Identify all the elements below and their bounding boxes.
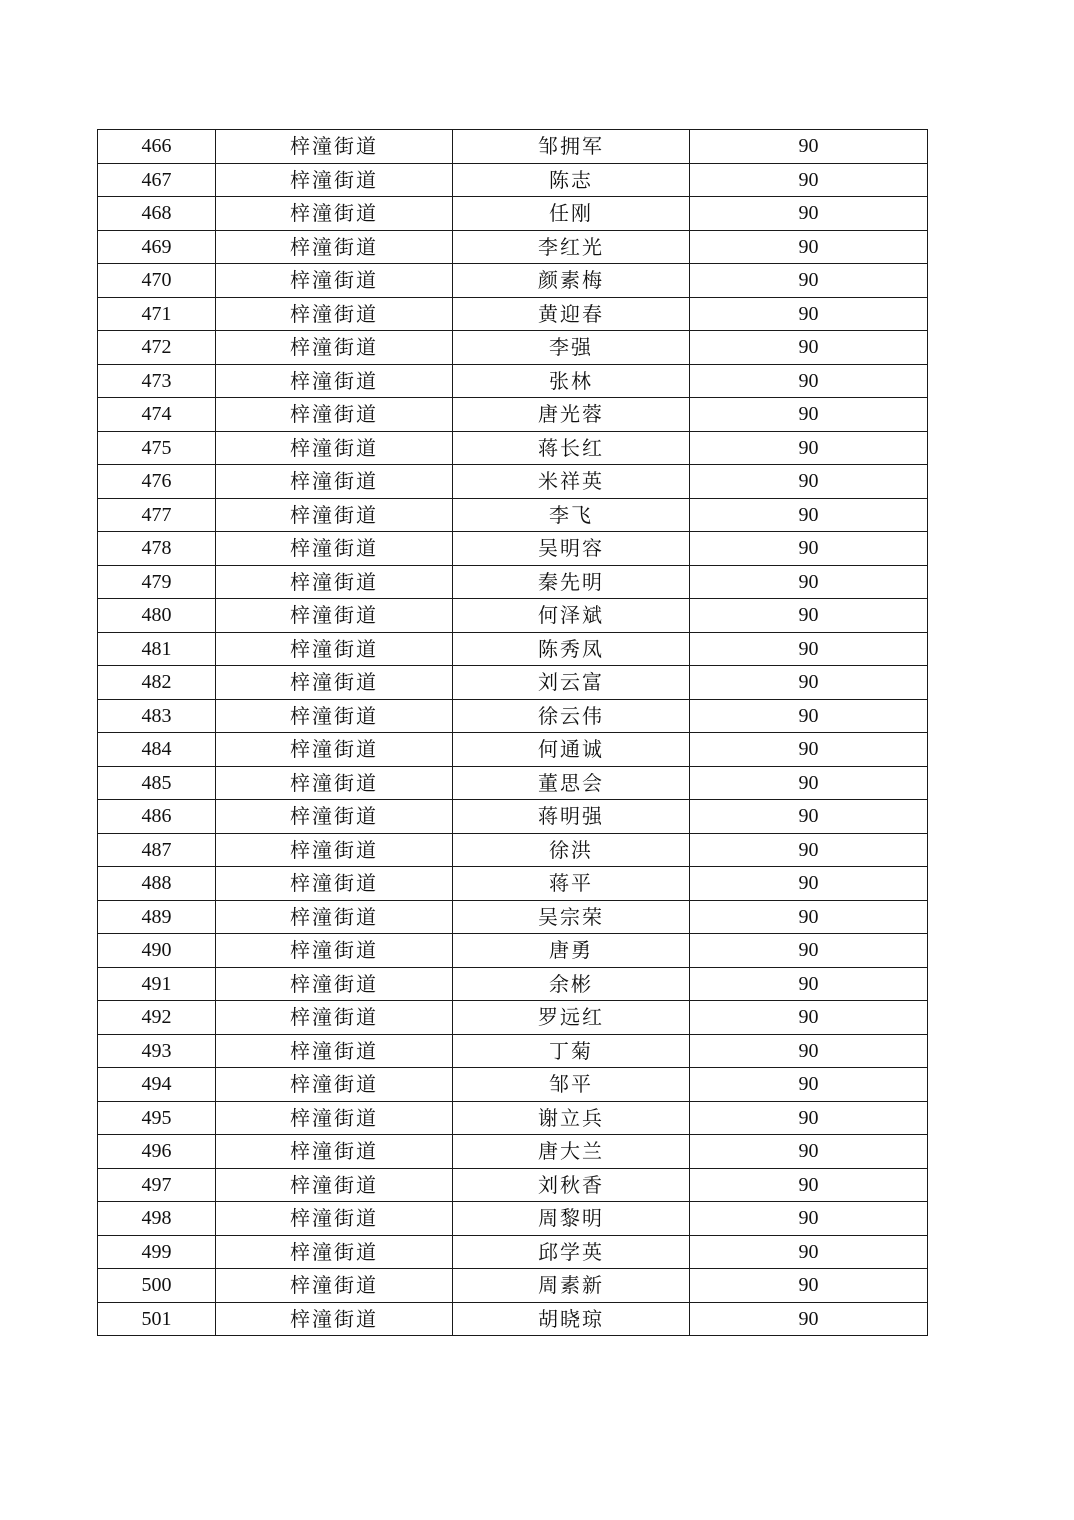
name-cell: 余彬: [453, 967, 690, 1001]
street-cell: 梓潼街道: [216, 1068, 453, 1102]
row-number-cell: 499: [98, 1235, 216, 1269]
table-row: [98, 130, 928, 164]
row-number-cell: 484: [98, 733, 216, 767]
score-cell: 90: [690, 1168, 928, 1202]
name-cell: 胡晓琼: [453, 1302, 690, 1336]
score-cell: 90: [690, 867, 928, 901]
name-cell: 任刚: [453, 197, 690, 231]
row-number-cell: 501: [98, 1302, 216, 1336]
score-cell: 90: [690, 465, 928, 499]
name-cell: 陈志: [453, 163, 690, 197]
name-cell: 米祥英: [453, 465, 690, 499]
street-cell: 梓潼街道: [216, 1001, 453, 1035]
name-cell: 徐洪: [453, 833, 690, 867]
row-number-cell: 488: [98, 867, 216, 901]
street-cell: 梓潼街道: [216, 331, 453, 365]
table-row: [98, 833, 928, 867]
score-cell: 90: [690, 163, 928, 197]
table-row: [98, 1302, 928, 1336]
table-row: [98, 1001, 928, 1035]
table-row: [98, 632, 928, 666]
street-cell: 梓潼街道: [216, 900, 453, 934]
table-row: [98, 297, 928, 331]
name-cell: 吴明容: [453, 532, 690, 566]
score-cell: 90: [690, 632, 928, 666]
name-cell: 颜素梅: [453, 264, 690, 298]
score-cell: 90: [690, 431, 928, 465]
score-cell: 90: [690, 699, 928, 733]
row-number-cell: 489: [98, 900, 216, 934]
name-cell: 何通诚: [453, 733, 690, 767]
name-cell: 唐勇: [453, 934, 690, 968]
table-row: [98, 934, 928, 968]
row-number-cell: 493: [98, 1034, 216, 1068]
row-number-cell: 469: [98, 230, 216, 264]
name-cell: 蒋平: [453, 867, 690, 901]
table-row: [98, 163, 928, 197]
street-cell: 梓潼街道: [216, 833, 453, 867]
score-cell: 90: [690, 197, 928, 231]
score-cell: 90: [690, 364, 928, 398]
street-cell: 梓潼街道: [216, 666, 453, 700]
street-cell: 梓潼街道: [216, 733, 453, 767]
row-number-cell: 468: [98, 197, 216, 231]
row-number-cell: 474: [98, 398, 216, 432]
street-cell: 梓潼街道: [216, 934, 453, 968]
street-cell: 梓潼街道: [216, 1168, 453, 1202]
name-cell: 何泽斌: [453, 599, 690, 633]
name-cell: 秦先明: [453, 565, 690, 599]
table-row: [98, 498, 928, 532]
row-number-cell: 498: [98, 1202, 216, 1236]
score-cell: 90: [690, 599, 928, 633]
score-cell: 90: [690, 833, 928, 867]
row-number-cell: 479: [98, 565, 216, 599]
table-row: [98, 766, 928, 800]
table-row: [98, 733, 928, 767]
row-number-cell: 477: [98, 498, 216, 532]
street-cell: 梓潼街道: [216, 1202, 453, 1236]
row-number-cell: 483: [98, 699, 216, 733]
name-cell: 刘云富: [453, 666, 690, 700]
row-number-cell: 470: [98, 264, 216, 298]
name-cell: 李强: [453, 331, 690, 365]
name-cell: 李红光: [453, 230, 690, 264]
name-cell: 蒋长红: [453, 431, 690, 465]
score-cell: 90: [690, 900, 928, 934]
score-cell: 90: [690, 297, 928, 331]
row-number-cell: 487: [98, 833, 216, 867]
name-cell: 丁菊: [453, 1034, 690, 1068]
street-cell: 梓潼街道: [216, 1269, 453, 1303]
table-row: [98, 331, 928, 365]
row-number-cell: 480: [98, 599, 216, 633]
row-number-cell: 495: [98, 1101, 216, 1135]
street-cell: 梓潼街道: [216, 867, 453, 901]
score-cell: 90: [690, 1034, 928, 1068]
row-number-cell: 466: [98, 130, 216, 164]
table-row: [98, 599, 928, 633]
name-cell: 徐云伟: [453, 699, 690, 733]
street-cell: 梓潼街道: [216, 800, 453, 834]
table-row: [98, 230, 928, 264]
score-cell: 90: [690, 532, 928, 566]
row-number-cell: 490: [98, 934, 216, 968]
street-cell: 梓潼街道: [216, 967, 453, 1001]
table-row: [98, 264, 928, 298]
score-cell: 90: [690, 398, 928, 432]
score-cell: 90: [690, 230, 928, 264]
name-cell: 邱学英: [453, 1235, 690, 1269]
table-row: [98, 1135, 928, 1169]
table-row: [98, 1235, 928, 1269]
street-cell: 梓潼街道: [216, 766, 453, 800]
row-number-cell: 494: [98, 1068, 216, 1102]
score-cell: 90: [690, 666, 928, 700]
score-cell: 90: [690, 967, 928, 1001]
street-cell: 梓潼街道: [216, 398, 453, 432]
street-cell: 梓潼街道: [216, 498, 453, 532]
street-cell: 梓潼街道: [216, 364, 453, 398]
row-number-cell: 486: [98, 800, 216, 834]
street-cell: 梓潼街道: [216, 599, 453, 633]
street-cell: 梓潼街道: [216, 297, 453, 331]
table-row: [98, 699, 928, 733]
name-cell: 蒋明强: [453, 800, 690, 834]
name-cell: 刘秋香: [453, 1168, 690, 1202]
score-cell: 90: [690, 766, 928, 800]
row-number-cell: 500: [98, 1269, 216, 1303]
street-cell: 梓潼街道: [216, 465, 453, 499]
score-cell: 90: [690, 733, 928, 767]
row-number-cell: 485: [98, 766, 216, 800]
name-cell: 董思会: [453, 766, 690, 800]
score-cell: 90: [690, 1202, 928, 1236]
table-row: [98, 532, 928, 566]
table-row: [98, 1034, 928, 1068]
row-number-cell: 482: [98, 666, 216, 700]
street-cell: 梓潼街道: [216, 130, 453, 164]
row-number-cell: 475: [98, 431, 216, 465]
name-cell: 谢立兵: [453, 1101, 690, 1135]
street-cell: 梓潼街道: [216, 565, 453, 599]
table-row: [98, 1068, 928, 1102]
name-cell: 唐光蓉: [453, 398, 690, 432]
row-number-cell: 467: [98, 163, 216, 197]
table-row: [98, 465, 928, 499]
table-row: [98, 666, 928, 700]
street-cell: 梓潼街道: [216, 163, 453, 197]
score-cell: 90: [690, 264, 928, 298]
score-cell: 90: [690, 1302, 928, 1336]
roster-sheet: [97, 129, 927, 1336]
name-cell: 唐大兰: [453, 1135, 690, 1169]
row-number-cell: 473: [98, 364, 216, 398]
street-cell: 梓潼街道: [216, 431, 453, 465]
row-number-cell: 497: [98, 1168, 216, 1202]
table-row: [98, 1168, 928, 1202]
name-cell: 张林: [453, 364, 690, 398]
name-cell: 李飞: [453, 498, 690, 532]
score-cell: 90: [690, 1068, 928, 1102]
row-number-cell: 492: [98, 1001, 216, 1035]
table-row: [98, 900, 928, 934]
table-row: [98, 565, 928, 599]
score-cell: 90: [690, 130, 928, 164]
row-number-cell: 471: [98, 297, 216, 331]
street-cell: 梓潼街道: [216, 1302, 453, 1336]
name-cell: 罗远红: [453, 1001, 690, 1035]
row-number-cell: 476: [98, 465, 216, 499]
table-row: [98, 867, 928, 901]
table-row: [98, 1202, 928, 1236]
row-number-cell: 481: [98, 632, 216, 666]
name-cell: 周素新: [453, 1269, 690, 1303]
score-cell: 90: [690, 1101, 928, 1135]
row-number-cell: 478: [98, 532, 216, 566]
table-row: [98, 364, 928, 398]
score-cell: 90: [690, 331, 928, 365]
street-cell: 梓潼街道: [216, 1101, 453, 1135]
table-row: [98, 1269, 928, 1303]
name-cell: 邹平: [453, 1068, 690, 1102]
table-row: [98, 197, 928, 231]
table-row: [98, 431, 928, 465]
name-cell: 黄迎春: [453, 297, 690, 331]
street-cell: 梓潼街道: [216, 197, 453, 231]
table-row: [98, 1101, 928, 1135]
name-cell: 吴宗荣: [453, 900, 690, 934]
row-number-cell: 472: [98, 331, 216, 365]
name-cell: 周黎明: [453, 1202, 690, 1236]
roster-table: [97, 129, 928, 1336]
score-cell: 90: [690, 1001, 928, 1035]
score-cell: 90: [690, 565, 928, 599]
street-cell: 梓潼街道: [216, 699, 453, 733]
name-cell: 陈秀凤: [453, 632, 690, 666]
row-number-cell: 491: [98, 967, 216, 1001]
street-cell: 梓潼街道: [216, 1135, 453, 1169]
row-number-cell: 496: [98, 1135, 216, 1169]
score-cell: 90: [690, 934, 928, 968]
street-cell: 梓潼街道: [216, 264, 453, 298]
street-cell: 梓潼街道: [216, 1235, 453, 1269]
street-cell: 梓潼街道: [216, 230, 453, 264]
street-cell: 梓潼街道: [216, 632, 453, 666]
score-cell: 90: [690, 1235, 928, 1269]
street-cell: 梓潼街道: [216, 532, 453, 566]
roster-table-body: [98, 130, 928, 1336]
table-row: [98, 800, 928, 834]
name-cell: 邹拥军: [453, 130, 690, 164]
table-row: [98, 967, 928, 1001]
score-cell: 90: [690, 1269, 928, 1303]
score-cell: 90: [690, 800, 928, 834]
street-cell: 梓潼街道: [216, 1034, 453, 1068]
score-cell: 90: [690, 498, 928, 532]
score-cell: 90: [690, 1135, 928, 1169]
table-row: [98, 398, 928, 432]
